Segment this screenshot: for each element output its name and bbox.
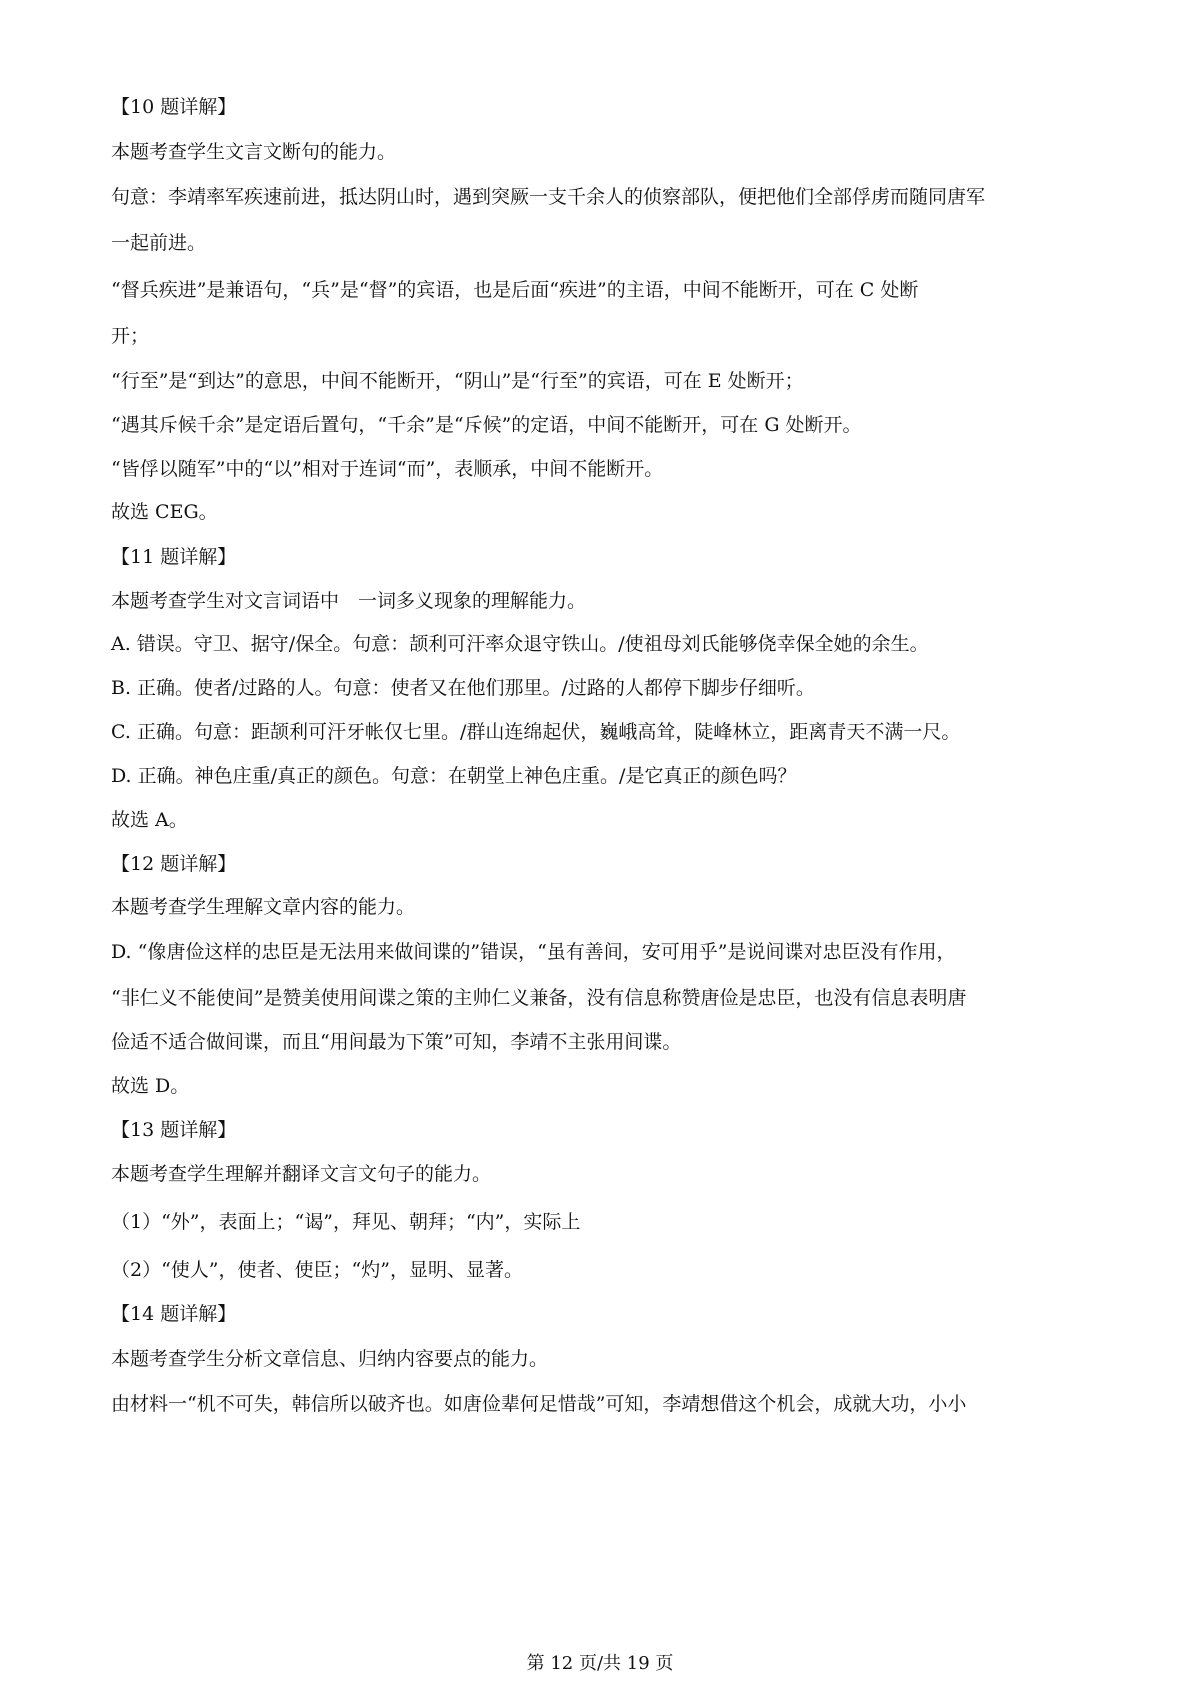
text-line: “行至”是“到达”的意思，中间不能断开，“阴山”是“行至”的宾语，可在 E 处断开；: [111, 370, 804, 392]
text-line: “督兵疾进”是兼语句，“兵”是“督”的宾语，也是后面“疾进”的主语，中间不能断开，可在 C 处断: [111, 279, 919, 301]
text-line: 句意：李靖率军疾速前进，抵达阴山时，遇到突厥一支千余人的侦察部队，便把他们全部俘虏而随同唐军: [111, 186, 986, 208]
text-line: 本题考查学生理解并翻译文言文句子的能力。: [111, 1163, 492, 1185]
text-line: 本题考查学生理解文章内容的能力。: [111, 896, 416, 918]
text-line: A. 错误。守卫、据守/保全。句意：颉利可汗率众退守铁山。/使祖母刘氏能够侥幸保全她的余生。: [111, 633, 929, 655]
text-line: “皆俘以随军”中的“以”相对于连词“而”，表顺承，中间不能断开。: [111, 458, 664, 480]
text-line: （1）“外”，表面上；“谒”，拜见、朝拜；“内”，实际上: [111, 1211, 581, 1233]
text-line: 本题考查学生文言文断句的能力。: [111, 141, 397, 163]
text-line: 故选 A。: [111, 809, 188, 831]
text-line: 俭适不适合做间谍，而且“用间最为下策”可知，李靖不主张用间谍。: [111, 1031, 682, 1053]
text-line: “遇其斥候千余”是定语后置句，“千余”是“斥候”的定语，中间不能断开，可在 G 处断开。: [111, 414, 862, 436]
text-line: 开；: [111, 325, 150, 347]
section-heading-11: 【11 题详解】: [111, 546, 237, 568]
section-heading-14: 【14 题详解】: [111, 1303, 237, 1325]
text-line: 故选 CEG。: [111, 501, 218, 523]
text-line: 故选 D。: [111, 1075, 190, 1097]
section-heading-13: 【13 题详解】: [111, 1119, 237, 1141]
text-line: D. 正确。神色庄重/真正的颜色。句意：在朝堂上神色庄重。/是它真正的颜色吗？: [111, 765, 797, 787]
page-number-footer: 第 12 页/共 19 页: [526, 1653, 674, 1674]
text-line: D. “像唐俭这样的忠臣是无法用来做间谍的”错误，“虽有善间，安可用乎”是说间谍对忠臣没有作用，: [111, 941, 956, 963]
section-heading-12: 【12 题详解】: [111, 853, 237, 875]
text-line: C. 正确。句意：距颉利可汗牙帐仅七里。/群山连绵起伏，巍峨高耸，陡峰林立，距离青天不满一尺。: [111, 721, 961, 743]
text-line: 本题考查学生对文言词语中 一词多义现象的理解能力。: [111, 590, 587, 612]
text-line: 本题考查学生分析文章信息、归纳内容要点的能力。: [111, 1348, 549, 1370]
text-line: 一起前进。: [111, 232, 207, 254]
text-line: 由材料一“机不可失，韩信所以破齐也。如唐俭辈何足惜哉”可知，李靖想借这个机会，成就大功，小小: [111, 1393, 967, 1415]
text-line: B. 正确。使者/过路的人。句意：使者又在他们那里。/过路的人都停下脚步仔细听。: [111, 677, 815, 699]
section-heading-10: 【10 题详解】: [111, 96, 237, 118]
text-line: “非仁义不能使间”是赞美使用间谍之策的主帅仁义兼备，没有信息称赞唐俭是忠臣，也没有信息表明唐: [111, 987, 967, 1009]
text-line: （2）“使人”，使者、使臣；“灼”，显明、显著。: [111, 1259, 523, 1281]
